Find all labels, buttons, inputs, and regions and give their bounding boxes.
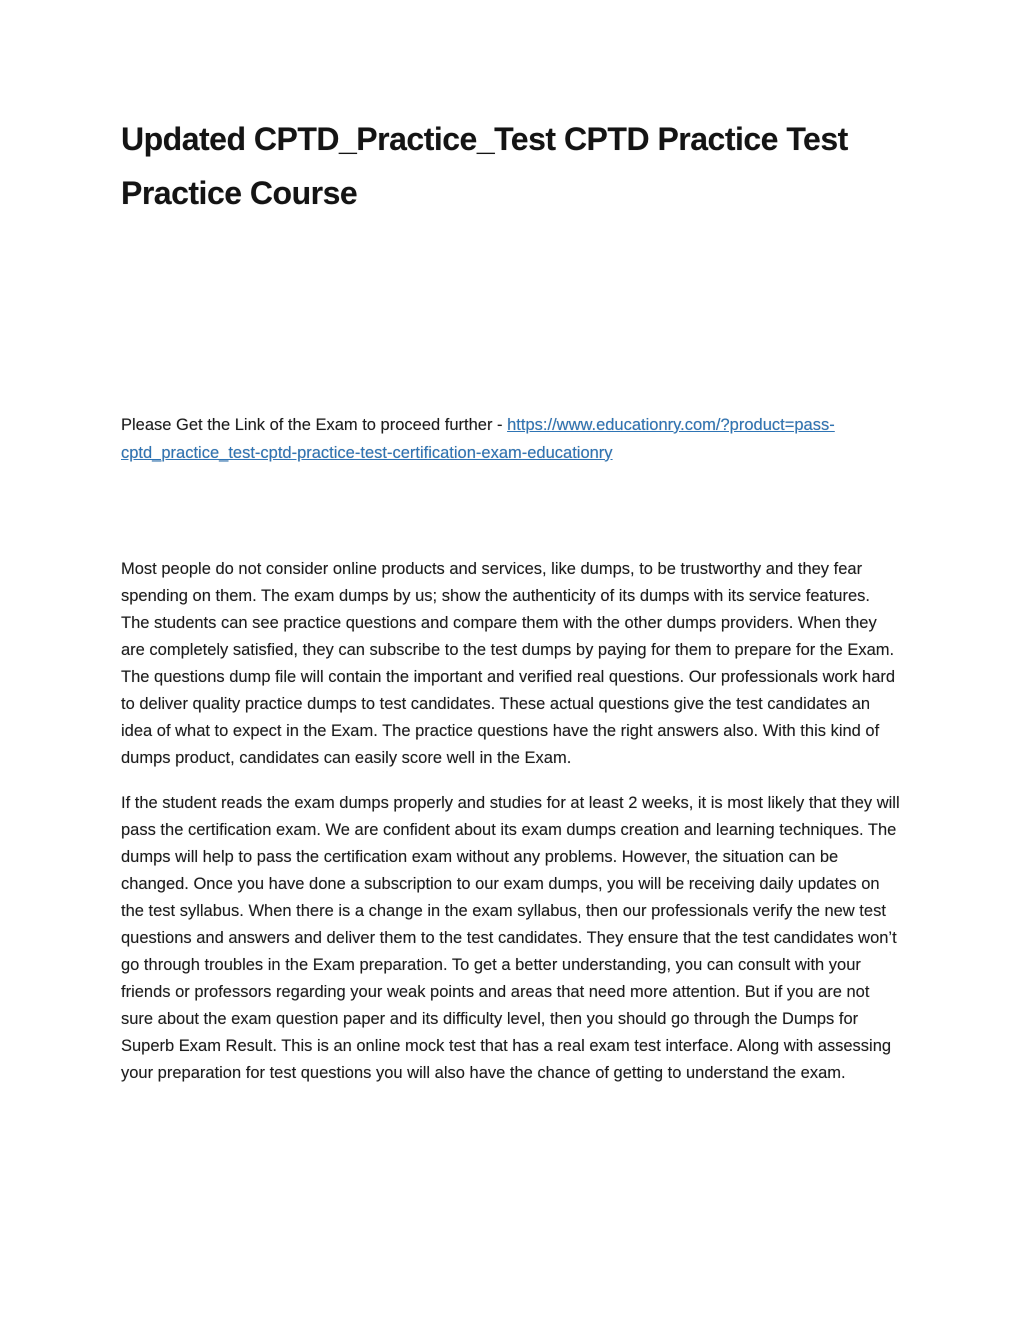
intro-text: Please Get the Link of the Exam to proceed further -	[121, 416, 508, 434]
page-title: Updated CPTD_Practice_Test CPTD Practice Test Practice Course	[121, 121, 848, 211]
body-paragraph-1: Most people do not consider online products and services, like dumps, to be trustworthy and they fear spending on them. The exam dumps by us; show the authenticity of its dumps with its service features. The students can see practice questions and compare them with the other dumps providers. When they are completely satisfied, they can subscribe to the test dumps by paying for them to prepare for the Exam. The questions dump file will contain the important and verified real questions. Our professionals work hard to deliver quality practice dumps to test candidates. These actual questions give the test candidates an idea of what to expect in the Exam. The practice questions have the right answers also. With this kind of dumps product, candidates can easily score well in the Exam.	[121, 560, 896, 767]
body-paragraph-2: If the student reads the exam dumps properly and studies for at least 2 weeks, it is most likely that they will pass the certification exam. We are confident about its exam dumps creation and learning techniques. The dumps will help to pass the certification exam without any problems. However, the situation can be changed. Once you have done a subscription to our exam dumps, you will be receiving daily updates on the test syllabus. When there is a change in the exam syllabus, then our professionals verify the new test questions and answers and deliver them to the test candidates. They ensure that the test candidates won’t go through troubles in the Exam preparation. To get a better understanding, you can consult with your friends or professors regarding your weak points and areas that need more attention. But if you are not sure about the exam question paper and its difficulty level, then you should go through the Dumps for Superb Exam Result. This is an online mock test that has a real exam test interface. Along with assessing your preparation for test questions you will also have the chance of getting to understand the exam.	[121, 794, 900, 1082]
intro-paragraph	[121, 412, 902, 467]
exam-link[interactable]: https://www.educationry.com/?product=pass-cptd_practice_test-cptd-practice-test-certification-exam-educationry	[121, 416, 835, 462]
